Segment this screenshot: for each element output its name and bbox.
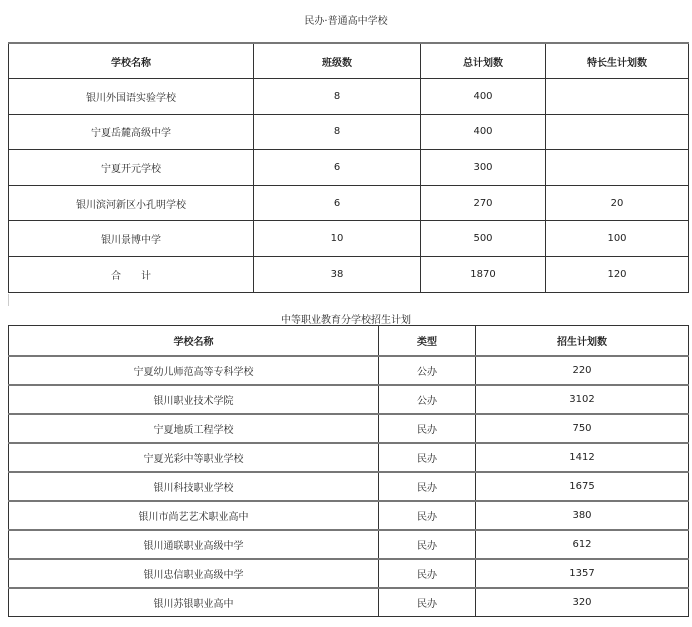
table-cell: 300 bbox=[421, 150, 546, 186]
column-header: 特长生计划数 bbox=[546, 43, 689, 79]
table-cell: 银川职业技术学院 bbox=[9, 385, 379, 414]
table-cell: 1412 bbox=[476, 443, 689, 472]
column-header: 学校名称 bbox=[9, 326, 379, 356]
table-cell: 38 bbox=[254, 257, 421, 293]
header-row bbox=[9, 326, 689, 356]
table-row bbox=[9, 79, 689, 115]
table-cell: 宁夏岳麓高级中学 bbox=[9, 114, 254, 150]
table-cell: 6 bbox=[254, 185, 421, 221]
table-cell: 民办 bbox=[379, 443, 476, 472]
vocational-school-table bbox=[8, 325, 689, 617]
table-row bbox=[9, 530, 689, 559]
column-header: 班级数 bbox=[254, 43, 421, 79]
column-header: 学校名称 bbox=[9, 43, 254, 79]
table-cell: 270 bbox=[421, 185, 546, 221]
table-cell bbox=[546, 150, 689, 186]
table-cell: 400 bbox=[421, 79, 546, 115]
table-cell: 3102 bbox=[476, 385, 689, 414]
table2-title: 中等职业教育分学校招生计划 bbox=[281, 315, 411, 326]
table-cell: 银川苏银职业高中 bbox=[9, 588, 379, 617]
table-cell: 民办 bbox=[379, 588, 476, 617]
table-cell: 8 bbox=[254, 114, 421, 150]
table-cell: 民办 bbox=[379, 559, 476, 588]
table-cell: 220 bbox=[476, 356, 689, 385]
table-cell: 612 bbox=[476, 530, 689, 559]
column-header: 总计划数 bbox=[421, 43, 546, 79]
table-cell: 500 bbox=[421, 221, 546, 257]
table-cell bbox=[546, 114, 689, 150]
column-header: 类型 bbox=[379, 326, 476, 356]
divider bbox=[8, 294, 9, 306]
table-row bbox=[9, 443, 689, 472]
table-cell: 400 bbox=[421, 114, 546, 150]
table-cell: 750 bbox=[476, 414, 689, 443]
table-cell: 民办 bbox=[379, 501, 476, 530]
table-cell: 20 bbox=[546, 185, 689, 221]
private-high-school-table bbox=[8, 42, 689, 293]
table-cell: 8 bbox=[254, 79, 421, 115]
table-cell: 10 bbox=[254, 221, 421, 257]
table-cell: 380 bbox=[476, 501, 689, 530]
table-cell: 公办 bbox=[379, 385, 476, 414]
table-cell: 120 bbox=[546, 257, 689, 293]
table-cell: 银川通联职业高级中学 bbox=[9, 530, 379, 559]
table-cell: 银川忠信职业高级中学 bbox=[9, 559, 379, 588]
table-row bbox=[9, 414, 689, 443]
table-cell: 银川外国语实验学校 bbox=[9, 79, 254, 115]
table-row bbox=[9, 588, 689, 617]
table-row bbox=[9, 185, 689, 221]
table-cell: 民办 bbox=[379, 530, 476, 559]
table-cell: 6 bbox=[254, 150, 421, 186]
table-row bbox=[9, 114, 689, 150]
table-cell: 宁夏光彩中等职业学校 bbox=[9, 443, 379, 472]
table-cell: 宁夏开元学校 bbox=[9, 150, 254, 186]
table-cell: 公办 bbox=[379, 356, 476, 385]
table-row bbox=[9, 501, 689, 530]
column-header: 招生计划数 bbox=[476, 326, 689, 356]
table-row bbox=[9, 221, 689, 257]
table-row bbox=[9, 356, 689, 385]
table-row bbox=[9, 150, 689, 186]
table-cell: 100 bbox=[546, 221, 689, 257]
table-cell: 银川景博中学 bbox=[9, 221, 254, 257]
table-row bbox=[9, 559, 689, 588]
table-cell: 1357 bbox=[476, 559, 689, 588]
table-cell: 1675 bbox=[476, 472, 689, 501]
table-cell: 1870 bbox=[421, 257, 546, 293]
table-cell: 银川市尚艺艺术职业高中 bbox=[9, 501, 379, 530]
table-row bbox=[9, 385, 689, 414]
table1-title: 民办·普通高中学校 bbox=[304, 16, 388, 27]
header-row bbox=[9, 43, 689, 79]
table-cell: 宁夏地质工程学校 bbox=[9, 414, 379, 443]
table-row bbox=[9, 257, 689, 293]
table-cell: 银川滨河新区小孔明学校 bbox=[9, 185, 254, 221]
table-cell: 合 计 bbox=[9, 257, 254, 293]
table-cell bbox=[546, 79, 689, 115]
table-cell: 320 bbox=[476, 588, 689, 617]
table-cell: 民办 bbox=[379, 472, 476, 501]
table-cell: 宁夏幼儿师范高等专科学校 bbox=[9, 356, 379, 385]
table-cell: 民办 bbox=[379, 414, 476, 443]
table-row bbox=[9, 472, 689, 501]
table-cell: 银川科技职业学校 bbox=[9, 472, 379, 501]
